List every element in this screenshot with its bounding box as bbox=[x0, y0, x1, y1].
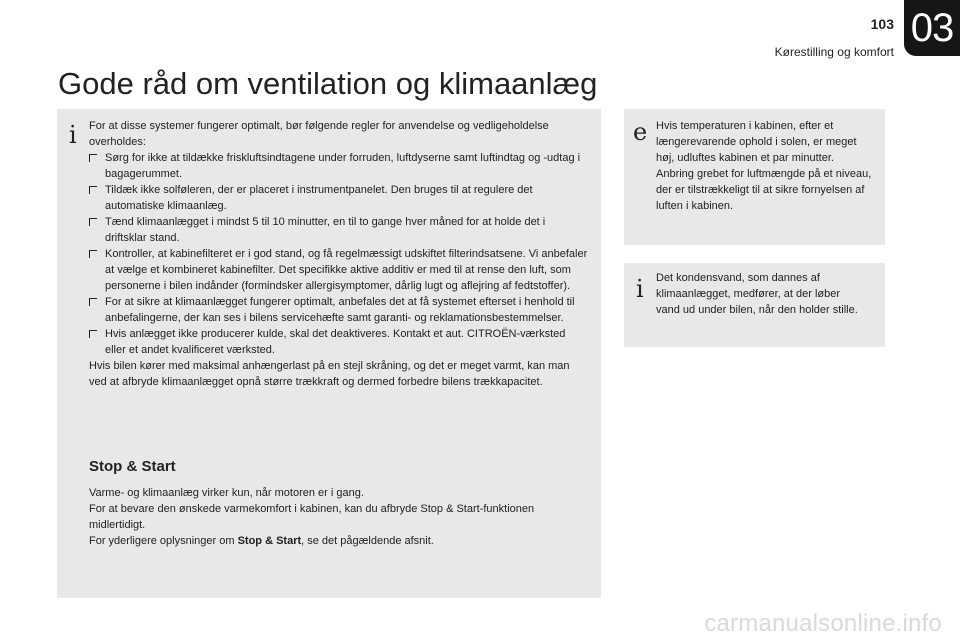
stop-start-text bbox=[89, 485, 593, 549]
bullet-text: Tildæk ikke solføleren, der er placeret i instrumentpanelet. Den bruges til at regulere det automatiske klimaanlæg. bbox=[105, 184, 533, 212]
list-item bbox=[89, 294, 589, 326]
stop-start-line-2: For at bevare den ønskede varmekomfort i kabinen, kan du afbryde Stop & Start-funktionen midlertidigt. bbox=[89, 503, 535, 531]
list-item bbox=[89, 150, 589, 182]
bullet-icon bbox=[89, 298, 97, 306]
condensation-text: Det kondensvand, som dannes af klimaanlægget, medfører, at der løber vand ud under bilen, når den holder stille. bbox=[656, 272, 858, 316]
bullet-text: Kontroller, at kabinefilteret er i god stand, og få regelmæssigt udskiftet filterindsatsene. Vi anbefaler at vælge et kombineret kabinefilter. Det specifikke aktive additiv er med til at rense den luft, som personerne i bilen indånder (formindsker allergisymptomer, dårlig lugt og aflejring af fedtstoffer). bbox=[105, 248, 588, 292]
condensation-info-panel bbox=[624, 263, 885, 347]
info-icon: i bbox=[636, 275, 644, 303]
bullet-icon bbox=[89, 250, 97, 258]
stop-start-line-1: Varme- og klimaanlæg virker kun, når motoren er i gang. bbox=[89, 487, 364, 499]
info-icon: i bbox=[69, 121, 77, 149]
stop-start-ref-suffix: , se det pågældende afsnit. bbox=[301, 535, 434, 547]
bullet-text: Tænd klimaanlægget i mindst 5 til 10 minutter, en til to gange hver måned for at holde det i driftsklar stand. bbox=[105, 216, 546, 244]
watermark: carmanualsonline.info bbox=[704, 610, 942, 637]
bullet-text: Sørg for ikke at tildække friskluftsindtagene under forruden, luftdyserne samt luftindtag og -udtag i bagagerummet. bbox=[105, 152, 581, 180]
list-item bbox=[89, 246, 589, 294]
bullet-text: For at sikre at klimaanlægget fungerer optimalt, anbefales det at få systemet efterset i henhold til anbefalingerne, der kan ses i bilens servicehæfte samt garanti- og reklamationsbestemmelser. bbox=[105, 296, 575, 324]
stop-start-ref-prefix: For yderligere oplysninger om bbox=[89, 535, 238, 547]
hot-cabin-text-1: Hvis temperaturen i kabinen, efter et længerevarende ophold i solen, er meget høj, udluftes kabinen et par minutter. bbox=[656, 120, 857, 164]
page-title: Gode råd om ventilation og klimaanlæg bbox=[58, 66, 598, 101]
bullet-list bbox=[89, 150, 589, 358]
chapter-tab: 03 bbox=[904, 0, 960, 56]
closing-text: Hvis bilen kører med maksimal anhængerlast på en stejl skråning, og det er meget varmt, kan man ved at afbryde klimaanlægget opnå større trækkraft og dermed forbedre bilens trækkapacitet. bbox=[89, 360, 570, 388]
eco-icon: e bbox=[633, 118, 648, 146]
section-title: Kørestilling og komfort bbox=[774, 45, 894, 59]
bullet-icon bbox=[89, 154, 97, 162]
stop-start-line-3 bbox=[89, 533, 593, 549]
hot-cabin-text-2: Anbring grebet for luftmængde på et niveau, der er tilstrækkeligt til at sikre fornyelsen af luften i kabinen. bbox=[656, 168, 872, 212]
ventilation-advice-panel bbox=[57, 109, 601, 598]
hot-cabin-tip-panel bbox=[624, 109, 885, 245]
bullet-icon bbox=[89, 218, 97, 226]
list-item bbox=[89, 182, 589, 214]
page-number: 103 bbox=[870, 16, 894, 32]
stop-start-ref-link: Stop & Start bbox=[237, 535, 302, 547]
bullet-icon bbox=[89, 186, 97, 194]
bullet-text: Hvis anlægget ikke producerer kulde, skal det deaktiveres. Kontakt et aut. CITROËN-værksted eller et andet kvalificeret værksted. bbox=[105, 328, 566, 356]
list-item bbox=[89, 214, 589, 246]
intro-text: For at disse systemer fungerer optimalt, bør følgende regler for anvendelse og vedligeholdelse overholdes: bbox=[89, 120, 549, 148]
stop-start-heading: Stop & Start bbox=[89, 458, 176, 475]
bullet-icon bbox=[89, 330, 97, 338]
list-item bbox=[89, 326, 589, 358]
